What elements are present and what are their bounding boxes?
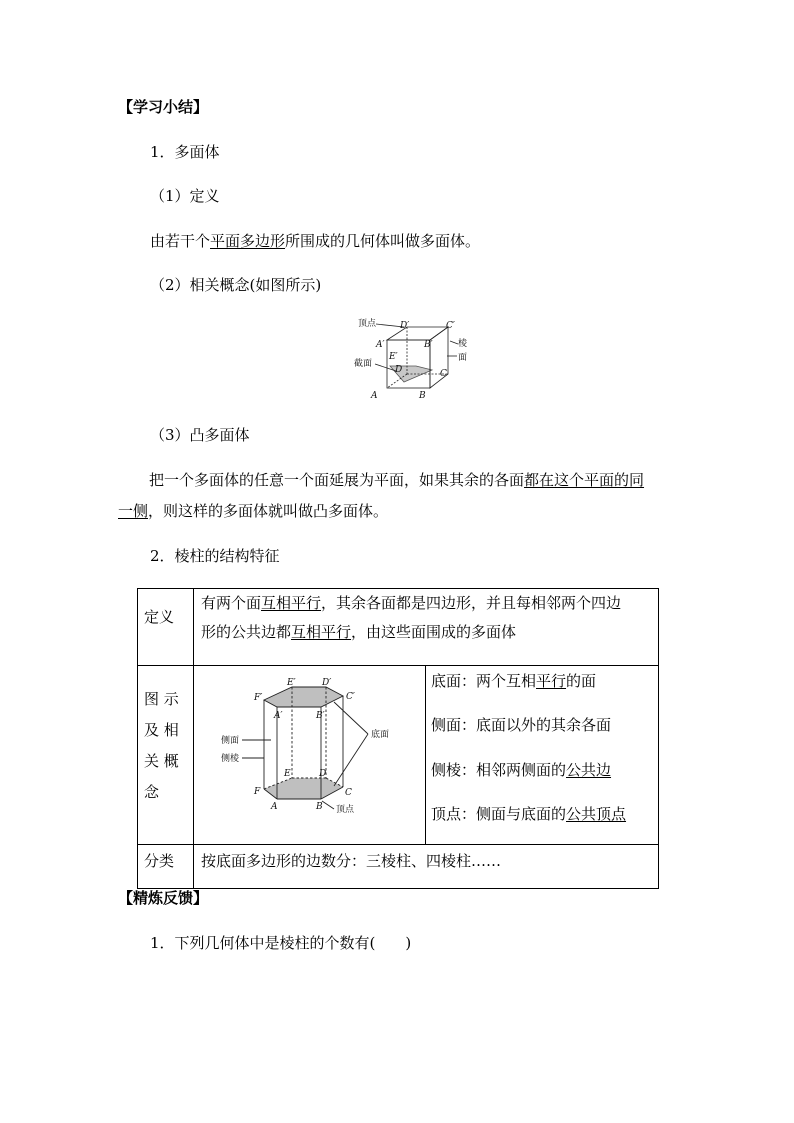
concept-vertex: 顶点：侧面与底面的公共顶点 [431, 805, 627, 823]
sub-convex: （3）凸多面体 [150, 426, 250, 444]
prism-structure-table [137, 588, 659, 889]
prism-vertex-label: 顶点 [336, 805, 355, 815]
concept-lateral-face: 侧面：底面以外的其余各面 [431, 716, 612, 734]
lateral-face-label: 侧面 [221, 736, 240, 746]
lateral-edge-label: 侧棱 [221, 754, 240, 764]
section-label: 截面 [354, 359, 373, 369]
svg-text:D′: D′ [400, 321, 410, 331]
section-title-feedback: 【精炼反馈】 [118, 889, 209, 907]
svg-text:E′: E′ [287, 678, 296, 688]
svg-text:E: E [284, 769, 291, 779]
face-label: 面 [458, 353, 468, 363]
svg-text:A′: A′ [376, 340, 385, 350]
question-1: 1．下列几何体中是棱柱的个数有( ) [150, 934, 412, 952]
polyhedron-figure [350, 316, 470, 402]
table-definition-label: 定义 [138, 589, 194, 666]
svg-text:E′: E′ [389, 352, 398, 362]
table-class-label: 分类 [138, 845, 194, 889]
svg-text:C′: C′ [446, 321, 455, 331]
concept-lateral-edge: 侧棱：相邻两侧面的公共边 [431, 761, 612, 779]
definition-text: 由若干个平面多边形所围成的几何体叫做多面体。 [150, 232, 481, 250]
convex-text-line1: 把一个多面体的任意一个面延展为平面，如果其余的各面都在这个平面的同 [149, 471, 645, 489]
section-title-summary: 【学习小结】 [118, 98, 209, 116]
svg-text:A′: A′ [274, 711, 283, 721]
table-definition-text: 有两个面互相平行，其余各面都是四边形，并且每相邻两个四边 形的公共边都互相平行，由这些面围成的多面体 [194, 589, 659, 666]
svg-text:D: D [319, 769, 327, 779]
svg-text:B′: B′ [424, 340, 433, 350]
svg-text:F: F [254, 787, 261, 797]
svg-text:C′: C′ [346, 692, 355, 702]
item-prism: 2．棱柱的结构特征 [150, 547, 280, 565]
table-figure-cell [194, 666, 426, 845]
svg-text:C: C [345, 788, 352, 798]
svg-text:D: D [395, 365, 403, 375]
sub-definition: （1）定义 [150, 187, 220, 205]
table-class-text: 按底面多边形的边数分：三棱柱、四棱柱…… [194, 845, 659, 889]
prism-figure [216, 674, 406, 820]
svg-text:C: C [440, 369, 447, 379]
item-polyhedron: 1．多面体 [150, 143, 220, 161]
svg-text:A: A [271, 802, 278, 812]
table-figure-label: 图 示 及 相 关 概 念 [138, 666, 194, 845]
table-concepts-cell [426, 666, 659, 845]
svg-text:B: B [316, 802, 323, 812]
base-label: 底面 [371, 730, 390, 740]
convex-text-line2: 一侧，则这样的多面体就叫做凸多面体。 [118, 502, 389, 520]
concept-base: 底面：两个互相平行的面 [431, 672, 597, 690]
sub-concepts: （2）相关概念(如图所示) [150, 276, 322, 294]
vertex-label: 顶点 [358, 319, 377, 329]
svg-text:A: A [371, 391, 378, 401]
svg-text:D′: D′ [322, 678, 332, 688]
svg-text:B′: B′ [316, 711, 325, 721]
svg-text:B: B [419, 391, 426, 401]
svg-text:F′: F′ [254, 693, 263, 703]
edge-label: 棱 [458, 339, 468, 349]
